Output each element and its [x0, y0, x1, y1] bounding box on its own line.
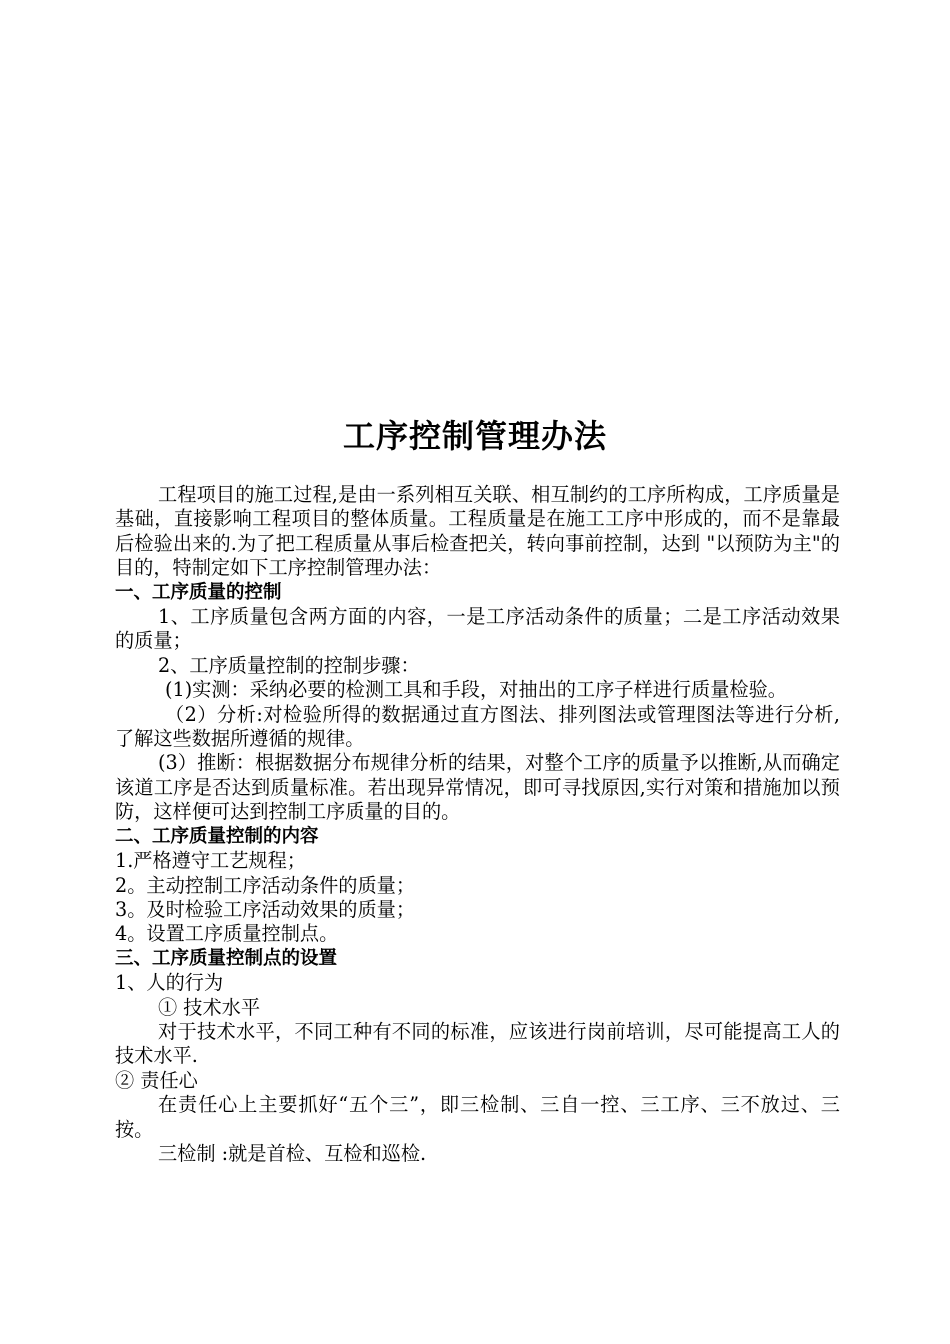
paragraph-1-1: 1、工序质量包含两方面的内容，一是工序活动条件的质量；二是工序活动效果的质量；	[115, 605, 840, 653]
paragraph-1-2-1: (1)实测：采纳必要的检测工具和手段，对抽出的工序子样进行质量检验。	[165, 678, 787, 702]
paragraph-three-inspections: 三检制 :就是首检、互检和巡检.	[158, 1141, 427, 1165]
list-item-2-3: 3。及时检验工序活动效果的质量；	[115, 897, 416, 921]
list-item-2-2: 2。主动控制工序活动条件的质量；	[115, 873, 416, 897]
paragraph-1-2-3: (3）推断：根据数据分布规律分析的结果，对整个工序的质量予以推断,从而确定该道工序是否达到质量标准。若出现异常情况，即可寻找原因,实行对策和措施加以预防，这样便可达到控制工序质量的目的。	[115, 751, 840, 824]
list-item-2-1: 1.严格遵守工艺规程；	[115, 849, 306, 873]
list-item-2-4: 4。设置工序质量控制点。	[115, 922, 339, 946]
section-heading-2: 二、工序质量控制的内容	[115, 825, 319, 847]
paragraph-technical-level: 对于技术水平，不同工种有不同的标准，应该进行岗前培训，尽可能提高工人的技术水平.	[115, 1019, 840, 1068]
section-heading-1: 一、工序质量的控制	[115, 581, 282, 603]
paragraph-1-2: 2、工序质量控制的控制步骤：	[158, 653, 420, 677]
paragraph-responsibility: 在责任心上主要抓好“五个三”，即三检制、三自一控、三工序、三不放过、三按。	[115, 1093, 840, 1141]
document-body	[115, 483, 840, 1166]
item-responsibility: ② 责任心	[115, 1068, 198, 1092]
item-technical-level: ① 技术水平	[158, 995, 261, 1019]
document-title: 工序控制管理办法	[342, 417, 607, 455]
intro-paragraph: 工程项目的施工过程,是由一系列相互关联、相互制约的工序所构成，工序质量是基础，直接影响工程项目的整体质量。工程质量是在施工工序中形成的，而不是靠最后检验出来的.为了把工程质量从事后检查把关，转向事前控制，达到 "以预防为主"的目的，特制定如下工序控制管理办法：	[115, 483, 840, 580]
section-heading-3: 三、工序质量控制点的设置	[115, 947, 338, 969]
paragraph-1-2-2: （2）分析:对检验所得的数据通过直方图法、排列图法或管理图法等进行分析,了解这些数据所遵循的规律。	[115, 702, 840, 751]
subsection-3-1: 1、人的行为	[115, 971, 224, 995]
